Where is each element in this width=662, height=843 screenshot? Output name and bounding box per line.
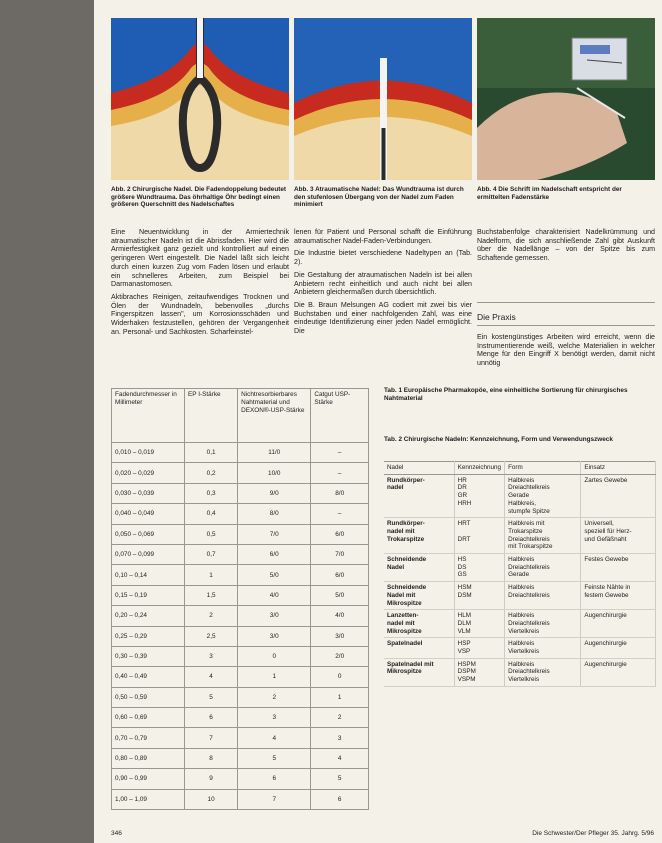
table-cell: Augenchirurgie <box>581 658 656 686</box>
text-column-3 <box>477 228 655 267</box>
document-page <box>94 0 662 843</box>
table-cell: 0,80 – 0,89 <box>112 748 185 768</box>
table-cell: 0,3 <box>185 483 238 503</box>
table-cell: 6 <box>185 708 238 728</box>
figure-3-caption: Abb. 3 Atraumatische Nadel: Das Wundtrauma ist durch den stufenlosen Übergang von der Nadel zum Faden minimiert <box>294 186 464 209</box>
table-row <box>112 606 369 626</box>
table-cell: Schneidende Nadel mit Mikrospitze <box>384 582 454 610</box>
table-cell: 0,20 – 0,24 <box>112 606 185 626</box>
table-cell: 2/0 <box>311 646 369 666</box>
table-2-needles <box>384 461 656 687</box>
table-row <box>112 544 369 564</box>
column-header: Kennzeichnung <box>454 462 504 475</box>
hand-holding-needle-photo <box>477 18 655 180</box>
table-row <box>112 687 369 707</box>
table-cell: 0,60 – 0,69 <box>112 708 185 728</box>
table-cell: Rundkörper- nadel <box>384 474 454 518</box>
table-cell: 4/0 <box>238 585 311 605</box>
table-cell: 0,2 <box>185 463 238 483</box>
table-header-row <box>112 389 369 443</box>
table-cell: Lanzetten- nadel mit Mikrospitze <box>384 610 454 638</box>
table-cell: 0,50 – 0,59 <box>112 687 185 707</box>
table-cell: 0,70 – 0,79 <box>112 728 185 748</box>
table-2-title: Tab. 2 Chirurgische Nadeln: Kennzeichnung, Form und Verwendungszweck <box>384 436 613 443</box>
figure-4-caption: Abb. 4 Die Schrift im Nadelschaft entspricht der ermittelten Fadenstärke <box>477 186 622 201</box>
table-row <box>112 565 369 585</box>
table-cell: Augenchirurgie <box>581 610 656 638</box>
table-row <box>112 667 369 687</box>
table-cell: 8/0 <box>238 504 311 524</box>
table-row <box>112 463 369 483</box>
table-row <box>112 626 369 646</box>
table-cell: HSPM DSPM VSPM <box>454 658 504 686</box>
table-1-suture-sizes <box>111 388 369 810</box>
table-cell: 0,070 – 0,099 <box>112 544 185 564</box>
table-2-body <box>384 474 656 686</box>
table-row <box>112 524 369 544</box>
table-row <box>384 474 656 518</box>
table-cell: 9 <box>185 769 238 789</box>
table-cell: 10 <box>185 789 238 809</box>
paragraph: Die B. Braun Melsungen AG codiert mit zwei bis vier Buchstaben und einer nachfolgenden Zahl, was eine eindeutige Identifizierung einer jeden Nadel ermöglicht. Die <box>294 300 472 336</box>
table-cell: HR DR GR HRH <box>454 474 504 518</box>
table-row <box>112 585 369 605</box>
table-cell: 0,10 – 0,14 <box>112 565 185 585</box>
table-cell: 7/0 <box>238 524 311 544</box>
table-cell: 5 <box>185 687 238 707</box>
section-divider-bottom <box>477 325 655 326</box>
atraumatic-needle-illustration <box>294 18 472 180</box>
table-cell: 3 <box>185 646 238 666</box>
figure-needle-package-photo <box>477 18 655 180</box>
table-cell: 10/0 <box>238 463 311 483</box>
table-row <box>384 638 656 658</box>
table-cell: 6 <box>311 789 369 809</box>
table-cell: 0,90 – 0,99 <box>112 769 185 789</box>
table-cell: 6/0 <box>238 544 311 564</box>
table-cell: Halbkreis Dreiachtelkreis Viertelkreis <box>505 610 581 638</box>
table-cell: 7 <box>185 728 238 748</box>
column-header: Form <box>505 462 581 475</box>
table-cell: 2 <box>311 708 369 728</box>
text-column-1 <box>111 228 289 340</box>
table-row <box>384 518 656 554</box>
table-cell: 0,020 – 0,029 <box>112 463 185 483</box>
table-cell: Halbkreis Viertelkreis <box>505 638 581 658</box>
table-cell: 0,5 <box>185 524 238 544</box>
table-cell: 1 <box>311 687 369 707</box>
table-cell: 0,1 <box>185 443 238 463</box>
column-header: Catgut USP-Stärke <box>311 389 369 443</box>
paragraph: Die Gestaltung der atraumatischen Nadeln ist bei allen Anbietern recht einheitlich und auch nicht bei allen Anbietern gleichermaßen durch übersichtlich. <box>294 270 472 297</box>
table-cell: Zartes Gewebe <box>581 474 656 518</box>
table-cell: 5 <box>311 769 369 789</box>
table-cell: 0,40 – 0,49 <box>112 667 185 687</box>
table-cell: 1 <box>185 565 238 585</box>
table-row <box>384 582 656 610</box>
table-row <box>112 646 369 666</box>
paragraph: Die Industrie bietet verschiedene Nadeltypen an (Tab. 2). <box>294 249 472 267</box>
table-cell: – <box>311 504 369 524</box>
table-cell: Spatelnadel <box>384 638 454 658</box>
table-row <box>112 789 369 809</box>
table-cell: 0,050 – 0,069 <box>112 524 185 544</box>
table-cell: Spatelnadel mit Mikrospitze <box>384 658 454 686</box>
table-cell: 3/0 <box>238 606 311 626</box>
table-cell: 9/0 <box>238 483 311 503</box>
table-cell: Halbkreis Dreiachtelkreis Gerade Halbkreis, stumpfe Spitze <box>505 474 581 518</box>
table-cell: 1,5 <box>185 585 238 605</box>
column-header: EP I-Stärke <box>185 389 238 443</box>
table-cell: Universell, speziell für Herz- und Gefäßnaht <box>581 518 656 554</box>
table-row <box>384 610 656 638</box>
table-cell: 1,00 – 1,09 <box>112 789 185 809</box>
table-cell: 0 <box>238 646 311 666</box>
table-cell: 4 <box>311 748 369 768</box>
table-cell: 2 <box>238 687 311 707</box>
table-cell: 6/0 <box>311 565 369 585</box>
table-cell: Augenchirurgie <box>581 638 656 658</box>
table-cell: 8 <box>185 748 238 768</box>
table-cell: Halbkreis Dreiachtelkreis Gerade <box>505 554 581 582</box>
paragraph: Aktibraches Reinigen, zeitaufwendiges Trocknen und Ölen der Wundnadeln, bebenvolles „durchs Fingerspitzen lassen", um Korrosionsschäden und Widerhaken festzustellen, gehören der Vergangenheit an. Personal- und Sachkosten. Scharfeinstel- <box>111 292 289 336</box>
table-cell: Feinste Nähte in festem Gewebe <box>581 582 656 610</box>
journal-footer: Die Schwester/Der Pfleger 35. Jahrg. 5/96 <box>532 830 654 837</box>
table-cell: 4 <box>238 728 311 748</box>
table-cell: 2 <box>185 606 238 626</box>
table-cell: 0,040 – 0,049 <box>112 504 185 524</box>
paragraph: Eine Neuentwicklung in der Armiertechnik atraumatischer Nadeln ist die Abrissfaden. Hier wird die Armierfestigkeit ganz gezielt und kontrolliert auf einen geringeren Wert eingestellt. Die Nadel läßt sich leicht durch einen kurzen Zug vom Faden lösen und erlaubt ein schnelleres Arbeiten, zum Beispiel bei Darmanastomosen. <box>111 228 289 289</box>
column-header: Nadel <box>384 462 454 475</box>
table-cell: Rundkörper- nadel mit Trokarspitze <box>384 518 454 554</box>
table-cell: 0,30 – 0,39 <box>112 646 185 666</box>
table-row <box>384 554 656 582</box>
table-cell: 8/0 <box>311 483 369 503</box>
paragraph: Ein kostengünstiges Arbeiten wird erreicht, wenn die Instrumentierende weiß, welche Materialien in welcher Menge für den Eingriff X benötigt werden, damit nicht unnötig <box>477 333 655 368</box>
table-1-title: Tab. 1 Europäische Pharmakopöe, eine einheitliche Sortierung für chirurgisches Nahtmaterial <box>384 387 628 402</box>
table-cell: 2,5 <box>185 626 238 646</box>
table-cell: HLM DLM VLM <box>454 610 504 638</box>
table-cell: 0,15 – 0,19 <box>112 585 185 605</box>
table-row <box>384 658 656 686</box>
figure-atraumatic-needle <box>294 18 472 180</box>
needle-thread-illustration <box>111 18 289 180</box>
table-cell: 1 <box>238 667 311 687</box>
section-heading: Die Praxis <box>477 312 516 322</box>
table-cell: 7/0 <box>311 544 369 564</box>
table-cell: Halbkreis Dreiachtelkreis <box>505 582 581 610</box>
table-cell: 3/0 <box>311 626 369 646</box>
text-column-3-continued <box>477 333 655 372</box>
table-cell: 5/0 <box>311 585 369 605</box>
table-row <box>112 708 369 728</box>
table-cell: HSP VSP <box>454 638 504 658</box>
table-cell: HSM DSM <box>454 582 504 610</box>
table-cell: – <box>311 443 369 463</box>
table-cell: 3 <box>238 708 311 728</box>
table-1-body <box>112 443 369 810</box>
table-cell: 11/0 <box>238 443 311 463</box>
table-cell: 0 <box>311 667 369 687</box>
paragraph: lenen für Patient und Personal schafft die Einführung atraumatischer Nadel-Faden-Verbindungen. <box>294 228 472 245</box>
table-cell: HS DS GS <box>454 554 504 582</box>
table-cell: 4 <box>185 667 238 687</box>
table-cell: 0,030 – 0,039 <box>112 483 185 503</box>
table-cell: 6/0 <box>311 524 369 544</box>
table-row <box>112 443 369 463</box>
column-header: Fadendurchmesser in Millimeter <box>112 389 185 443</box>
figure-2-caption: Abb. 2 Chirurgische Nadel. Die Fadendoppelung bedeutet größere Wundtrauma. Das öhrhaltige Öhr bedingt einen größeren Querschnitt des Nadelschaftes <box>111 186 287 209</box>
table-cell: 5 <box>238 748 311 768</box>
table-cell: Festes Gewebe <box>581 554 656 582</box>
column-header: Einsatz <box>581 462 656 475</box>
column-header: Nichtresorbierbares Nahtmaterial und DEXON®-USP-Stärke <box>238 389 311 443</box>
table-cell: – <box>311 463 369 483</box>
table-cell: 3/0 <box>238 626 311 646</box>
table-cell: Halbkreis Dreiachtelkreis Viertelkreis <box>505 658 581 686</box>
figure-surgical-needle <box>111 18 289 180</box>
table-cell: 4/0 <box>311 606 369 626</box>
table-cell: 0,4 <box>185 504 238 524</box>
table-row <box>112 504 369 524</box>
table-row <box>112 728 369 748</box>
table-row <box>112 483 369 503</box>
table-cell: 7 <box>238 789 311 809</box>
table-cell: 0,25 – 0,29 <box>112 626 185 646</box>
table-cell: Schneidende Nadel <box>384 554 454 582</box>
table-cell: 0,7 <box>185 544 238 564</box>
table-header-row <box>384 462 656 475</box>
table-cell: 3 <box>311 728 369 748</box>
table-cell: HRT DRT <box>454 518 504 554</box>
table-row <box>112 748 369 768</box>
table-cell: 5/0 <box>238 565 311 585</box>
paragraph: Buchstabenfolge charakterisiert Nadelkrümmung und Nadelform, die sich anschließende Zahl gibt Auskunft über die Nadellänge – von der Spitze bis zum Schaftende gemessen. <box>477 228 655 263</box>
table-cell: Halbkreis mit Trokarspitze Dreiachtelkreis mit Trokarspitze <box>505 518 581 554</box>
section-divider-top <box>477 302 655 303</box>
text-column-2 <box>294 228 472 340</box>
table-cell: 0,010 – 0,019 <box>112 443 185 463</box>
page-number: 346 <box>111 830 122 837</box>
table-cell: 6 <box>238 769 311 789</box>
table-row <box>112 769 369 789</box>
